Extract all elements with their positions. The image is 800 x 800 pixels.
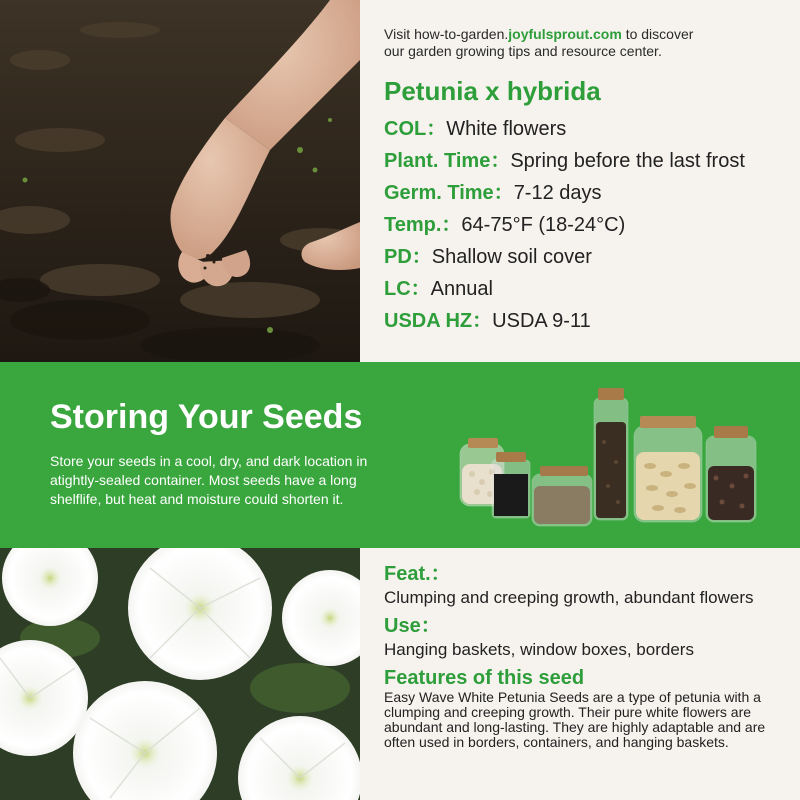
visit-suffix: to discover	[621, 26, 694, 42]
spec-value: White flowers	[446, 118, 567, 140]
seed-jars-illustration	[452, 382, 772, 532]
storage-title: Storing Your Seeds	[50, 398, 363, 436]
spec-planting-depth	[384, 241, 794, 273]
spec-key: Germ. Time：	[384, 182, 514, 204]
features-title: Features of this seed	[384, 667, 585, 689]
hand-sowing-seeds-photo	[0, 0, 360, 362]
spec-key: USDA HZ：	[384, 310, 493, 332]
top-section	[0, 0, 800, 362]
spec-value: Shallow soil cover	[431, 246, 592, 268]
feat-value: Clumping and creeping growth, abundant flowers	[384, 588, 754, 607]
use-value: Hanging baskets, window boxes, borders	[384, 640, 694, 659]
spec-value: 7-12 days	[513, 182, 602, 204]
spec-value: Spring before the last frost	[510, 150, 745, 172]
plant-info-panel	[384, 26, 794, 337]
visit-line-2: our garden growing tips and resource center.	[384, 43, 662, 59]
plant-name: Petunia x hybrida	[384, 76, 601, 106]
visit-prefix: Visit how-to-garden.	[384, 26, 509, 42]
spec-life-cycle	[384, 273, 794, 305]
visit-promo-text	[384, 26, 794, 60]
spec-key: Plant. Time：	[384, 150, 511, 172]
spec-plant-time	[384, 145, 794, 177]
website-link[interactable]: joyfulsprout.com	[508, 26, 622, 42]
spec-value: 64-75°F (18-24°C)	[461, 214, 626, 236]
spec-key: Temp.：	[384, 214, 462, 236]
features-panel	[384, 562, 794, 750]
spec-key: PD：	[384, 246, 432, 268]
storage-body: Store your seeds in a cool, dry, and dark location in atightly-sealed container. Most seeds have a long shelflife, but heat and moisture could shorten it.	[50, 453, 368, 507]
spec-color	[384, 113, 794, 145]
storage-band	[0, 362, 800, 548]
feat-label: Feat.：	[384, 563, 451, 585]
spec-usda-zone	[384, 305, 794, 337]
spec-value: Annual	[430, 278, 493, 300]
features-body: Easy Wave White Petunia Seeds are a type of petunia with a clumping and creeping growth. Their pure white flowers are abundant and long-lasting. They are highly adaptable and are often used in borders, containers, and hanging baskets.	[384, 689, 766, 750]
spec-temperature	[384, 209, 794, 241]
bottom-section	[0, 548, 800, 800]
white-petunia-photo	[0, 548, 360, 800]
spec-germ-time	[384, 177, 794, 209]
spec-key: LC：	[384, 278, 431, 300]
spec-value: USDA 9-11	[492, 310, 591, 332]
spec-key: COL：	[384, 118, 447, 140]
use-label: Use：	[384, 615, 441, 637]
